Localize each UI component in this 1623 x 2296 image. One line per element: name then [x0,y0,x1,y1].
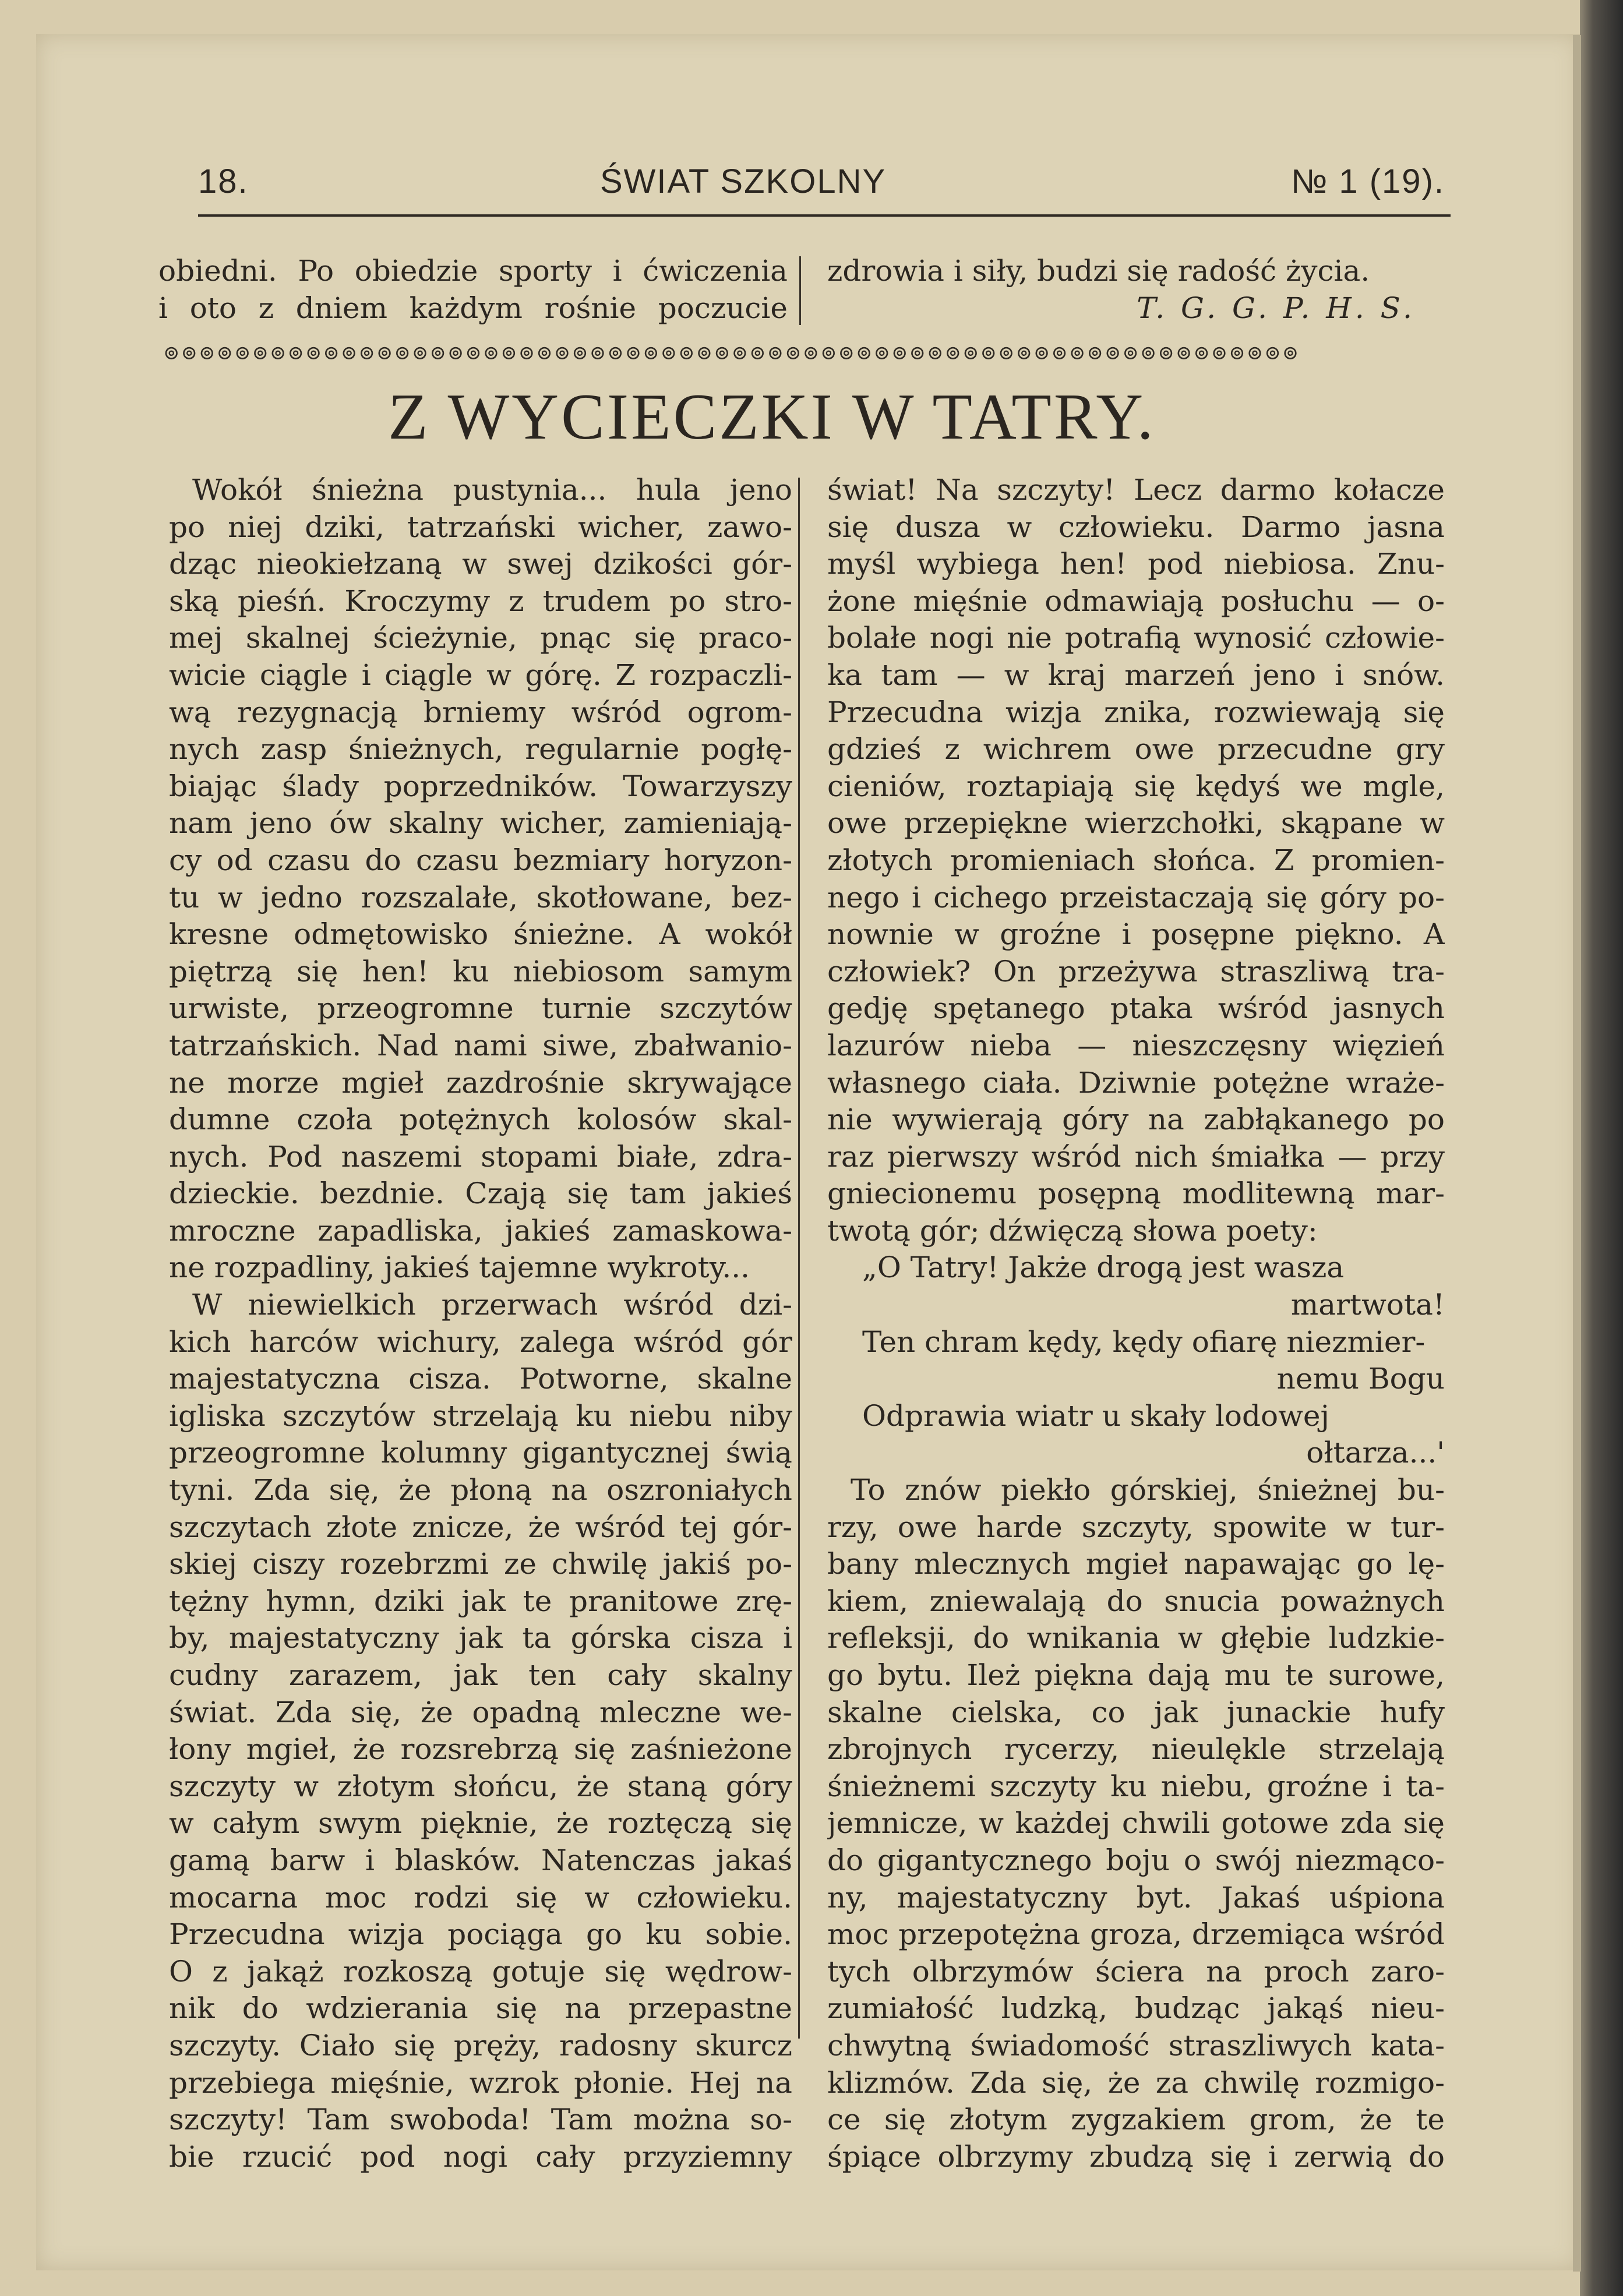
text-line: bie rzucić pod nogi cały przyziemny [169,2139,792,2174]
text-line: śpiące olbrzymy zbudzą się i zerwią do [827,2139,1445,2174]
text-line: Przecudna wizja pociąga go ku sobie. [169,1917,792,1952]
text-line: twotą gór; dźwięczą słowa poety: [827,1213,1318,1248]
text-line: żone mięśnie odmawiają posłuchu — o- [827,584,1445,618]
text-line: owe przepiękne wierzchołki, skąpane w [827,806,1445,840]
text-line: ce się złotym zygzakiem grom, że te [827,2103,1445,2137]
text-line: nego i cichego przeistaczają się góry po- [827,880,1445,914]
text-line: nych. Pod naszemi stopami białe, zdra- [169,1139,792,1174]
text-line: by, majestatyczny jak ta górska cisza i [169,1621,792,1655]
ornamental-divider: ⊚⊚⊚⊚⊚⊚⊚⊚⊚⊚⊚⊚⊚⊚⊚⊚⊚⊚⊚⊚⊚⊚⊚⊚⊚⊚⊚⊚⊚⊚⊚⊚⊚⊚⊚⊚⊚⊚⊚⊚⊚⊚⊚⊚⊚⊚⊚⊚⊚⊚⊚⊚⊚⊚⊚⊚⊚⊚⊚⊚⊚⊚⊚⊚ [163,341,1300,365]
text-line: tatrzańskich. Nad nami siwe, zbałwanio- [169,1028,792,1062]
text-line: piętrzą się hen! ku niebiosom samym [169,954,792,988]
text-line: w całym swym pięknie, że roztęczą się [169,1806,792,1841]
text-line: ne morze mgieł zazdrośnie skrywające [169,1065,792,1100]
text-line: gniecionemu posępną modlitewną mar- [827,1177,1445,1211]
column-divider-body [798,478,800,2039]
text-line: wą rezygnacją brniemy wśród ogrom- [169,695,792,729]
text-line: nych zasp śnieżnych, regularnie pogłę- [169,732,792,766]
text-line: zdrowia i siły, budzi się radość życia. [827,254,1370,288]
text-line: ny, majestatyczny byt. Jakaś uśpiona [827,1880,1445,1914]
text-line: cudny zarazem, jak ten cały skalny [169,1658,792,1692]
text-line: cieniów, roztapiają się kędyś we mgle, [827,769,1445,803]
text-line: lazurów nieba — nieszczęsny więzień [827,1028,1445,1062]
text-line: własnego ciała. Dziwnie potężne wraże- [827,1065,1445,1100]
text-line: chwytną świadomość straszliwych kata- [827,2028,1445,2062]
text-line: bany mlecznych mgieł napawając go lę- [827,1547,1445,1581]
text-line: ka tam — w kraj marzeń jeno i snów. [827,658,1445,692]
text-line: się dusza w człowieku. Darmo jasna [827,510,1445,544]
issue-number: № 1 (19). [1291,163,1445,200]
text-line: obiedni. Po obiedzie sporty i ćwiczenia [158,254,788,288]
text-line: mroczne zapadliska, jakieś zamaskowa- [169,1213,792,1248]
text-line: świat! Na szczyty! Lecz darmo kołacze [827,473,1445,507]
text-line: mej skalnej ścieżynie, pnąc się praco- [169,621,792,655]
text-line: świat. Zda się, że opadną mleczne we- [169,1695,792,1729]
text-line: przebiega mięśnie, wzrok płonie. Hej na [169,2065,792,2100]
journal-title: ŚWIAT SZKOLNY [600,163,887,200]
text-line: przeogromne kolumny gigantycznej świą [169,1436,792,1470]
text-line: szczyty w złotym słońcu, że staną góry [169,1769,792,1803]
page-edge [1573,35,1581,2272]
text-line: bolałe nogi nie potrafią wynosić człowie- [827,621,1445,655]
text-line: gdzieś z wichrem owe przecudne gry [827,732,1445,766]
text-line: W niewielkich przerwach wśród dzi- [192,1288,792,1322]
text-line: zumiałość ludzką, budząc jakąś nieu- [827,1991,1445,2026]
text-line: refleksji, do wnikania w głębie ludzkie- [827,1621,1445,1655]
book-spine [1580,0,1623,2296]
poem-line: ołtarza...' [1306,1436,1445,1470]
poem-line: Ten chram kędy, kędy ofiarę niezmier- [862,1324,1426,1359]
text-line: nie wywierają góry na zabłąkanego po [827,1103,1445,1137]
signature: T. G. G. P. H. S. [1137,291,1416,325]
header-rule [198,214,1451,217]
text-line: gamą barw i blasków. Natenczas jakaś [169,1843,792,1877]
text-line: moc przepotężna groza, drzemiąca wśród [827,1917,1445,1952]
text-line: człowiek? On przeżywa straszliwą tra- [827,954,1445,988]
text-line: tych olbrzymów ściera na proch zaro- [827,1954,1445,1988]
poem-line: nemu Bogu [1276,1362,1445,1396]
text-line: szczyty! Tam swoboda! Tam można so- [169,2103,792,2137]
poem-quote [827,1249,1445,1472]
text-line: i oto z dniem każdym rośnie poczucie [158,291,788,325]
running-header [192,162,1445,209]
article-column-right [827,472,1445,2175]
text-line: po niej dziki, tatrzański wicher, zawo- [169,510,792,544]
text-line: śnieżnemi szczyty ku niebu, groźne i ta- [827,1769,1445,1803]
text-line: tyni. Zda się, że płoną na oszroniałych [169,1473,792,1507]
column-divider-top [799,256,801,325]
text-line: raz pierwszy wśród nich śmiałka — przy [827,1139,1445,1174]
text-line: do gigantycznego boju o swój niezmąco- [827,1843,1445,1877]
text-line: igliska szczytów strzelają ku niebu niby [169,1398,792,1433]
text-line: tu w jedno rozszalałe, skotłowane, bez- [169,880,792,914]
text-line: kiem, zniewalają do snucia poważnych [827,1584,1445,1618]
text-line: łony mgieł, że rozsrebrzą się zaśnieżone [169,1732,792,1767]
text-line: majestatyczna cisza. Potworne, skalne [169,1362,792,1396]
text-line: wicie ciągle i ciągle w górę. Z rozpaczli- [169,658,792,692]
text-line: kresne odmętowisko śnieżne. A wokół [169,917,792,952]
article-title: Z WYCIECZKI W TATRY. [388,381,1156,453]
text-line: szczyty. Ciało się pręży, radosny skurcz [169,2028,792,2062]
text-line: myśl wybiega hen! pod niebiosa. Znu- [827,547,1445,581]
text-line: dzieckie. bezdnie. Czają się tam jakieś [169,1177,792,1211]
text-line: Wokół śnieżna pustynia... hula jeno [192,473,792,507]
previous-article-end-left [158,253,788,327]
poem-line: Odprawia wiatr u skały lodowej [862,1398,1330,1433]
text-line: szczytach złote znicze, że wśród tej gór- [169,1510,792,1544]
text-line: skiej ciszy rozebrzmi ze chwilę jakiś po- [169,1547,792,1581]
text-line: Przecudna wizja znika, rozwiewają się [827,695,1445,729]
text-line: tężny hymn, dziki jak te pranitowe zrę- [169,1584,792,1618]
text-line: skalne cielska, co jak junackie hufy [827,1695,1445,1729]
text-line: dząc nieokiełzaną w swej dzikości gór- [169,547,792,581]
text-line: urwiste, przeogromne turnie szczytów [169,991,792,1026]
text-line: jemnicze, w każdej chwili gotowe zda się [827,1806,1445,1841]
article-column-left [169,472,792,2175]
text-line: mocarna moc rodzi się w człowieku. [169,1880,792,1914]
text-line: ską pieśń. Kroczymy z trudem po stro- [169,584,792,618]
text-line: złotych promieniach słońca. Z promien- [827,843,1445,877]
text-line: zbrojnych rycerzy, nieulękle strzelają [827,1732,1445,1767]
poem-line: „O Tatry! Jakże drogą jest wasza [862,1251,1345,1285]
text-line: rzy, owe harde szczyty, spowite w tur- [827,1510,1445,1544]
text-line: nam jeno ów skalny wicher, zamieniają- [169,806,792,840]
previous-article-end-right [827,253,1416,327]
text-line: O z jakąż rozkoszą gotuje się wędrow- [169,1954,792,1988]
text-line: dumne czoła potężnych kolosów skal- [169,1103,792,1137]
text-line: kich harców wichury, zalega wśród gór [169,1324,792,1359]
text-line: To znów piekło górskiej, śnieżnej bu- [851,1473,1445,1507]
text-line: nik do wdzierania się na przepastne [169,1991,792,2026]
text-line: biając ślady poprzedników. Towarzyszy [169,769,792,803]
text-line: nownie w groźne i posępne piękno. A [827,917,1445,952]
text-line: gedję spętanego ptaka wśród jasnych [827,991,1445,1026]
text-line: klizmów. Zda się, że za chwilę rozmigo- [827,2065,1445,2100]
text-line: cy od czasu do czasu bezmiary horyzon- [169,843,792,877]
text-line: go bytu. Ileż piękna dają mu te surowe, [827,1658,1445,1692]
text-line: ne rozpadliny, jakieś tajemne wykroty... [169,1251,750,1285]
poem-line: martwota! [1290,1288,1445,1322]
page-number: 18. [198,163,249,200]
